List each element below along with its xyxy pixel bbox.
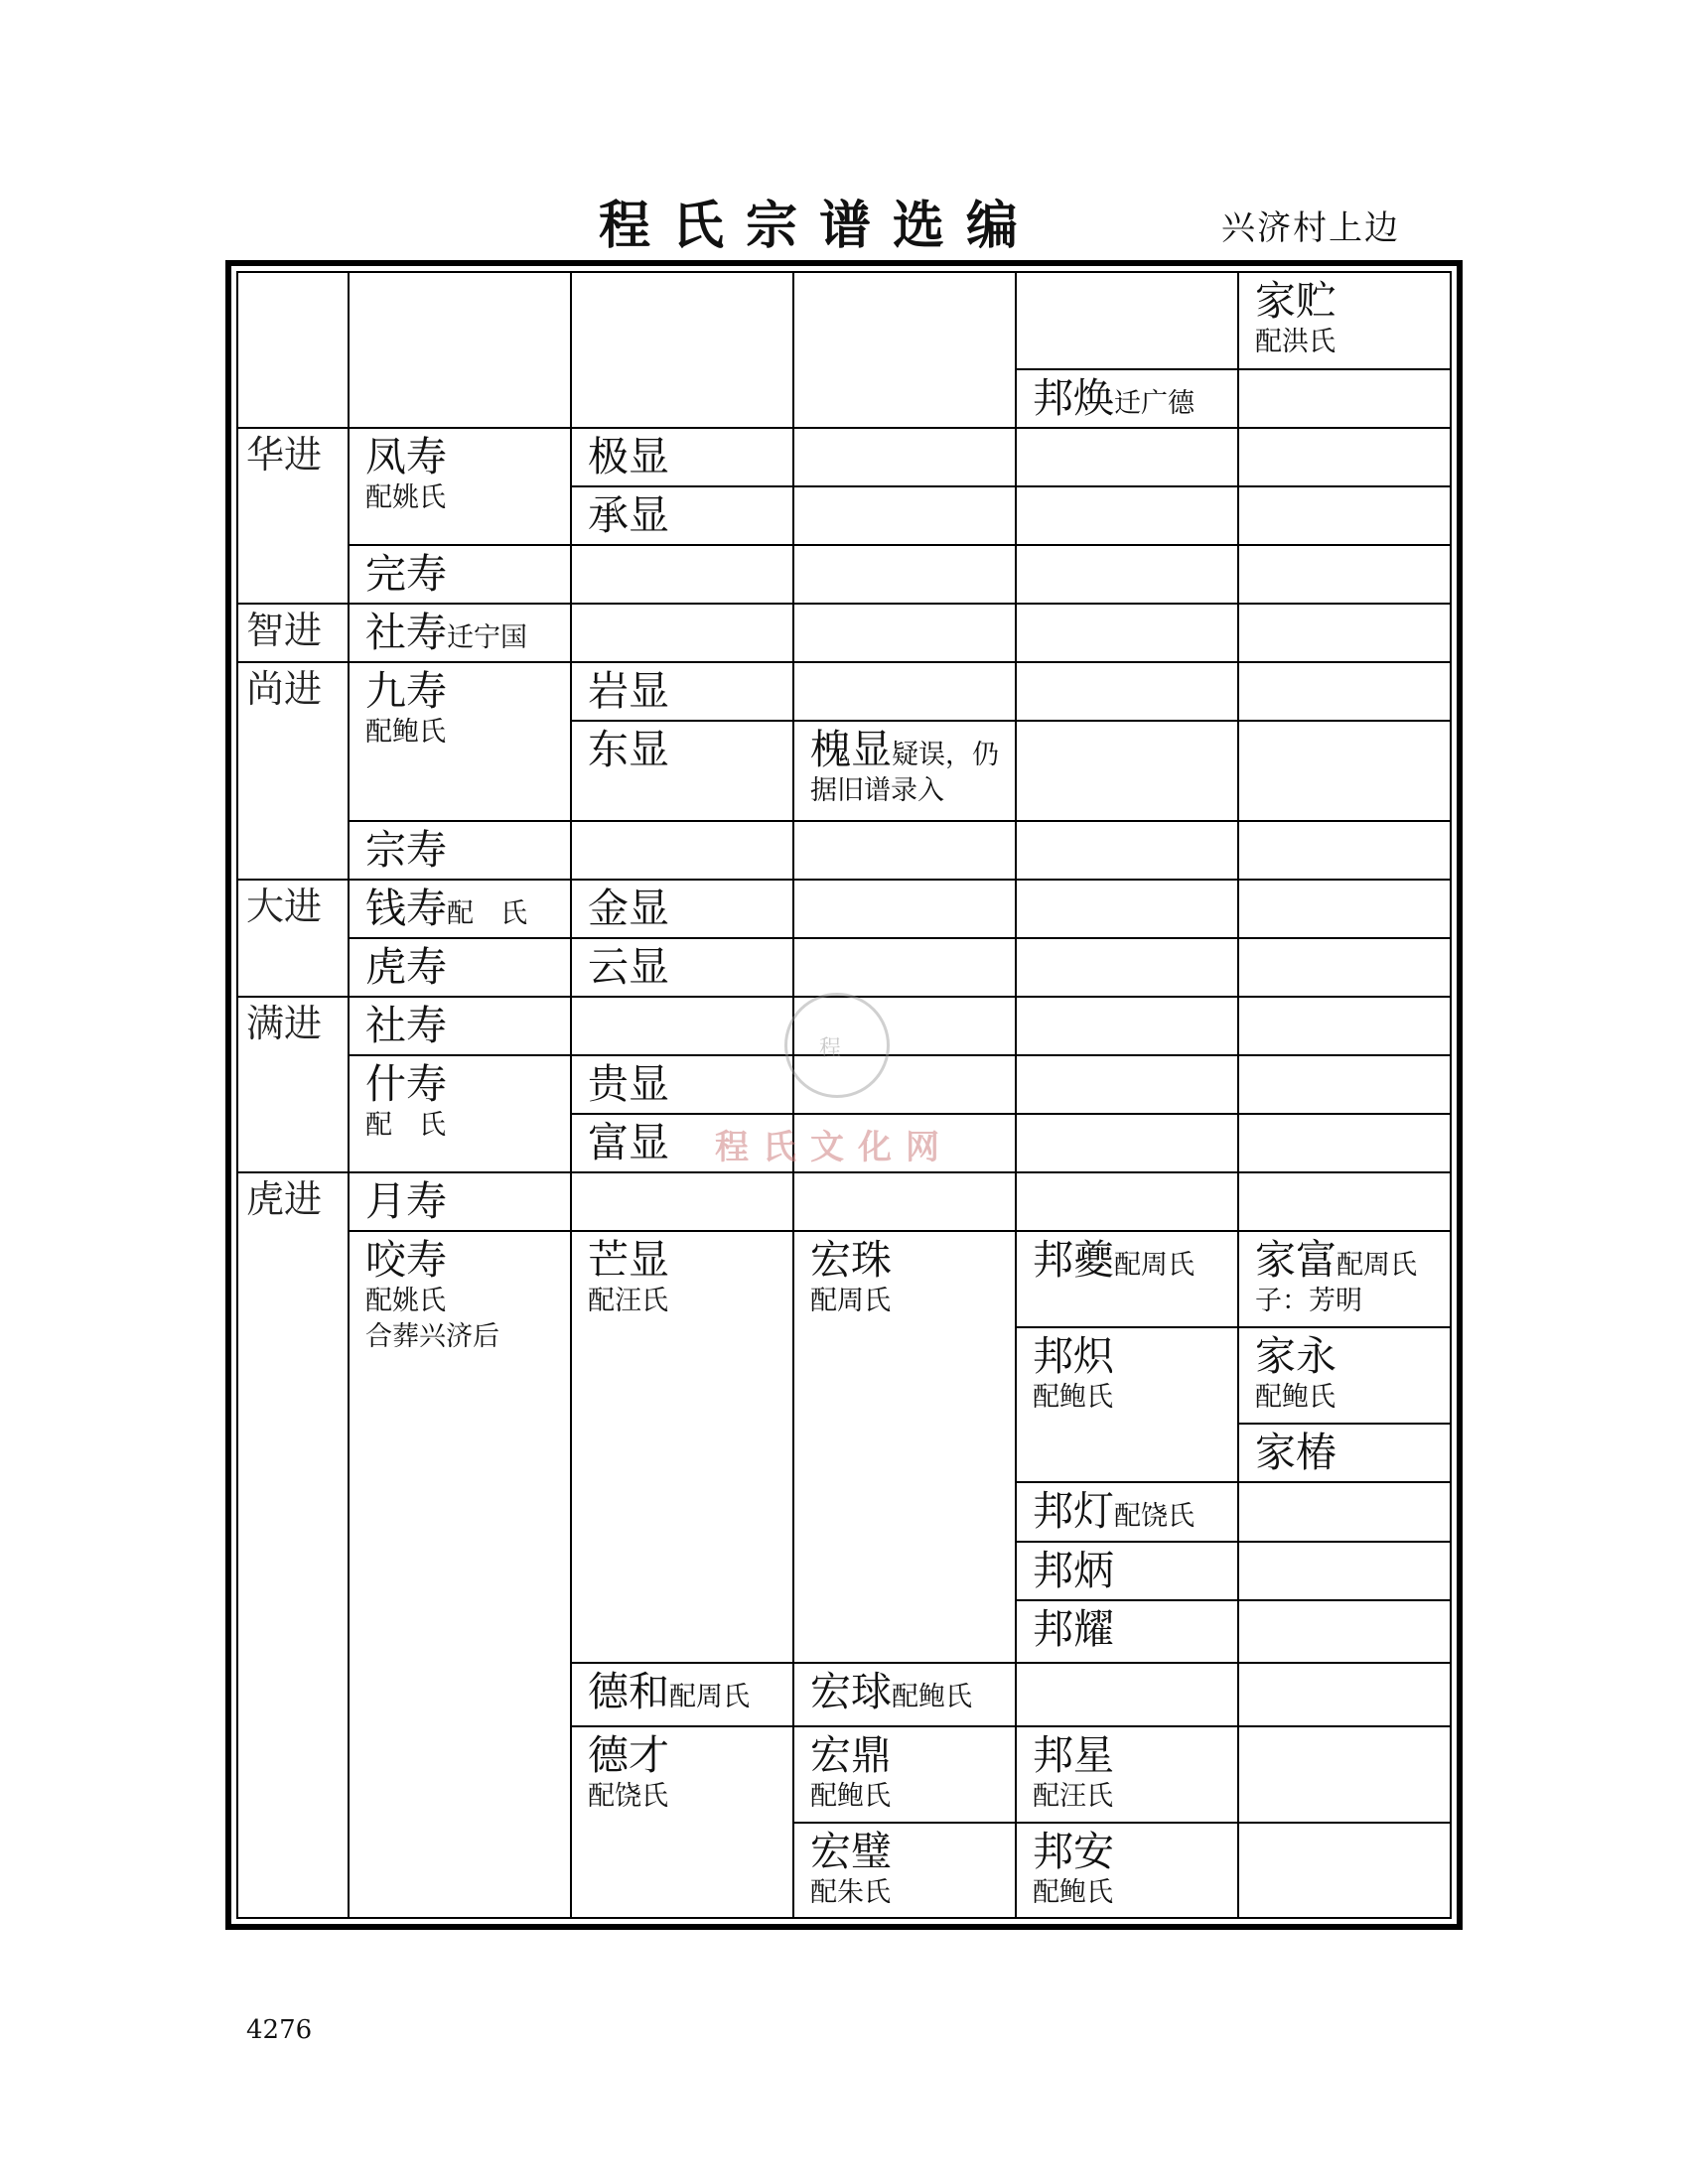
gen3-guixian [572,1056,794,1115]
person-name: 德和 [588,1668,669,1715]
gen1-shangjin: 尚进 [238,663,350,881]
person-name: 富显 [588,1119,669,1166]
empty-cell [794,605,1017,663]
empty-cell [1239,1483,1450,1543]
person-note: 据旧谱录入 [810,775,944,806]
gen3-yunxian [572,939,794,998]
page-number: 4276 [246,2015,313,2045]
empty-cell [1017,429,1239,487]
empty-cell [350,273,572,429]
gen5-bangdeng [1017,1483,1239,1543]
empty-cell [1239,487,1450,546]
empty-cell [1017,939,1239,998]
person-name: 虎寿 [365,943,447,991]
person-name: 芒显 [588,1236,669,1284]
empty-cell [572,605,794,663]
gen5-banghuan [1017,370,1239,429]
empty-cell [1017,663,1239,722]
person-name: 什寿 [365,1060,447,1108]
empty-cell [572,273,794,429]
person-name: 社寿 [365,1002,447,1049]
empty-cell [1017,605,1239,663]
gen5-bangbing [1017,1543,1239,1601]
empty-cell [1017,546,1239,605]
person-note: 配 氏 [365,1110,446,1141]
empty-cell [1239,1543,1450,1601]
person-name: 家贮 [1255,277,1336,325]
empty-cell [794,939,1017,998]
empty-cell [1239,546,1450,605]
gen6-jiayong [1239,1328,1450,1425]
gen1-hujin: 虎进 [238,1173,350,1919]
person-name: 德才 [588,1731,669,1779]
person-note: 配鲍氏 [892,1682,972,1712]
gen2-sheshou [350,605,572,663]
person-name: 槐显 [810,726,892,773]
person-name: 社寿 [365,609,447,656]
person-note: 配鲍氏 [1033,1382,1113,1413]
empty-cell [794,546,1017,605]
person-name: 凤寿 [365,433,447,480]
gen2-shishou [350,1056,572,1173]
person-name: 家椿 [1255,1429,1336,1476]
gen3-jinxian [572,881,794,939]
person-name: 邦炳 [1033,1547,1114,1594]
empty-cell [1017,881,1239,939]
empty-cell [1239,881,1450,939]
person-note: 配周氏 [1336,1250,1417,1281]
person-name: 家永 [1255,1332,1336,1380]
gen6-jiafu [1239,1232,1450,1328]
empty-cell [1017,1173,1239,1232]
person-name: 咬寿 [365,1236,447,1284]
person-note: 疑误，仍 [892,740,999,770]
person-name: 宏鼎 [810,1731,892,1779]
empty-cell [1239,1664,1450,1727]
gen3-dehe [572,1664,794,1727]
gen5-bangan [1017,1824,1239,1919]
person-name: 宏珠 [810,1236,892,1284]
empty-cell [572,1173,794,1232]
empty-cell [1239,1115,1450,1173]
person-name: 钱寿 [365,885,447,932]
gen2-yaoshou [350,1232,572,1919]
person-note: 配汪氏 [588,1286,668,1316]
person-name: 宏璧 [810,1828,892,1875]
person-note: 配鲍氏 [1033,1877,1113,1908]
person-note: 配洪氏 [1255,327,1336,357]
empty-cell [1017,487,1239,546]
empty-cell [572,998,794,1056]
person-name: 金显 [588,885,669,932]
gen2-hushou [350,939,572,998]
gen2-zongshou [350,822,572,881]
empty-cell [794,429,1017,487]
person-name: 极显 [588,433,669,480]
person-name: 云显 [588,943,669,991]
person-name: 月寿 [365,1177,447,1225]
empty-cell [572,546,794,605]
gen2-fengshou [350,429,572,546]
gen6-jiazhu [1239,273,1450,370]
seal-text: 程 [819,1036,842,1061]
person-note: 配饶氏 [588,1781,668,1812]
gen2-wanshou [350,546,572,605]
empty-cell [1239,998,1450,1056]
gen2-sheshou [350,998,572,1056]
empty-cell [794,487,1017,546]
empty-cell [1239,1727,1450,1824]
person-name: 宏球 [810,1668,892,1715]
empty-cell [1239,1824,1450,1919]
empty-cell [794,822,1017,881]
empty-cell [1239,1601,1450,1664]
person-note: 配姚氏 [365,1286,446,1316]
empty-cell [1017,273,1239,370]
empty-cell [1017,998,1239,1056]
empty-cell [238,273,350,429]
person-note: 配鲍氏 [365,717,446,748]
person-note: 配 氏 [447,898,527,929]
gen2-qianshou [350,881,572,939]
person-note: 配鲍氏 [810,1781,891,1812]
watermark [715,993,983,1191]
person-note: 配周氏 [669,1682,750,1712]
person-name: 家富 [1255,1236,1336,1284]
gen6-jiachun [1239,1425,1450,1483]
person-note: 配鲍氏 [1255,1382,1336,1413]
empty-cell [1017,722,1239,822]
empty-cell [1239,605,1450,663]
person-name: 宗寿 [365,826,447,874]
empty-cell [794,881,1017,939]
gen1-zhijin: 智进 [238,605,350,663]
gen3-chengxian [572,487,794,546]
gen3-jixian [572,429,794,487]
person-note: 配周氏 [810,1286,891,1316]
person-name: 完寿 [365,550,447,598]
empty-cell [1017,1115,1239,1173]
empty-cell [1239,939,1450,998]
person-note: 迁宁国 [447,622,527,653]
person-name: 承显 [588,491,669,539]
person-name: 岩显 [588,667,669,715]
empty-cell [1239,663,1450,722]
gen5-bangyao [1017,1601,1239,1664]
person-note: 合葬兴济后 [365,1321,499,1352]
person-name: 邦星 [1033,1731,1114,1779]
gen1-huajin: 华进 [238,429,350,605]
person-note: 配饶氏 [1114,1501,1195,1532]
person-name: 邦灯 [1033,1487,1114,1535]
empty-cell [572,822,794,881]
gen3-decai [572,1727,794,1919]
person-name: 东显 [588,726,669,773]
gen3-yanxian [572,663,794,722]
empty-cell [1239,429,1450,487]
gen5-bangxing [1017,1727,1239,1824]
empty-cell [794,273,1017,429]
person-note: 配汪氏 [1033,1781,1113,1812]
person-note: 配周氏 [1114,1250,1195,1281]
person-note: 迁广德 [1114,388,1195,419]
person-note: 子：芳明 [1255,1286,1362,1316]
person-name: 九寿 [365,667,447,715]
empty-cell [1239,370,1450,429]
person-name: 贵显 [588,1060,669,1108]
empty-cell [1239,722,1450,822]
gen4-huaixian [794,722,1017,822]
watermark-text: 程氏文化网 [715,1128,953,1167]
page-title: 程氏宗谱选编 [598,196,1040,256]
seal-icon [784,993,890,1098]
person-name: 邦夔 [1033,1236,1114,1284]
person-name: 邦炽 [1033,1332,1114,1380]
empty-cell [794,663,1017,722]
empty-cell [1017,822,1239,881]
gen2-yueshou [350,1173,572,1232]
person-name: 邦耀 [1033,1605,1114,1653]
gen4-hongbi [794,1824,1017,1919]
empty-cell [1017,1056,1239,1115]
person-name: 邦焕 [1033,374,1114,422]
gen3-dongxian [572,722,794,822]
empty-cell [1017,1664,1239,1727]
gen4-hongqiu [794,1664,1017,1727]
gen4-hongding [794,1727,1017,1824]
gen2-jiushou [350,663,572,822]
person-note: 配朱氏 [810,1877,891,1908]
empty-cell [1239,1173,1450,1232]
gen5-bangzhi [1017,1328,1239,1483]
gen3-mangxian [572,1232,794,1664]
gen5-bangkui [1017,1232,1239,1328]
page-subtitle: 兴济村上边 [1221,208,1400,248]
gen4-hongzhu [794,1232,1017,1664]
gen1-manjin: 满进 [238,998,350,1173]
empty-cell [1239,822,1450,881]
person-note: 配姚氏 [365,482,446,513]
empty-cell [1239,1056,1450,1115]
gen1-dajin: 大进 [238,881,350,998]
person-name: 邦安 [1033,1828,1114,1875]
